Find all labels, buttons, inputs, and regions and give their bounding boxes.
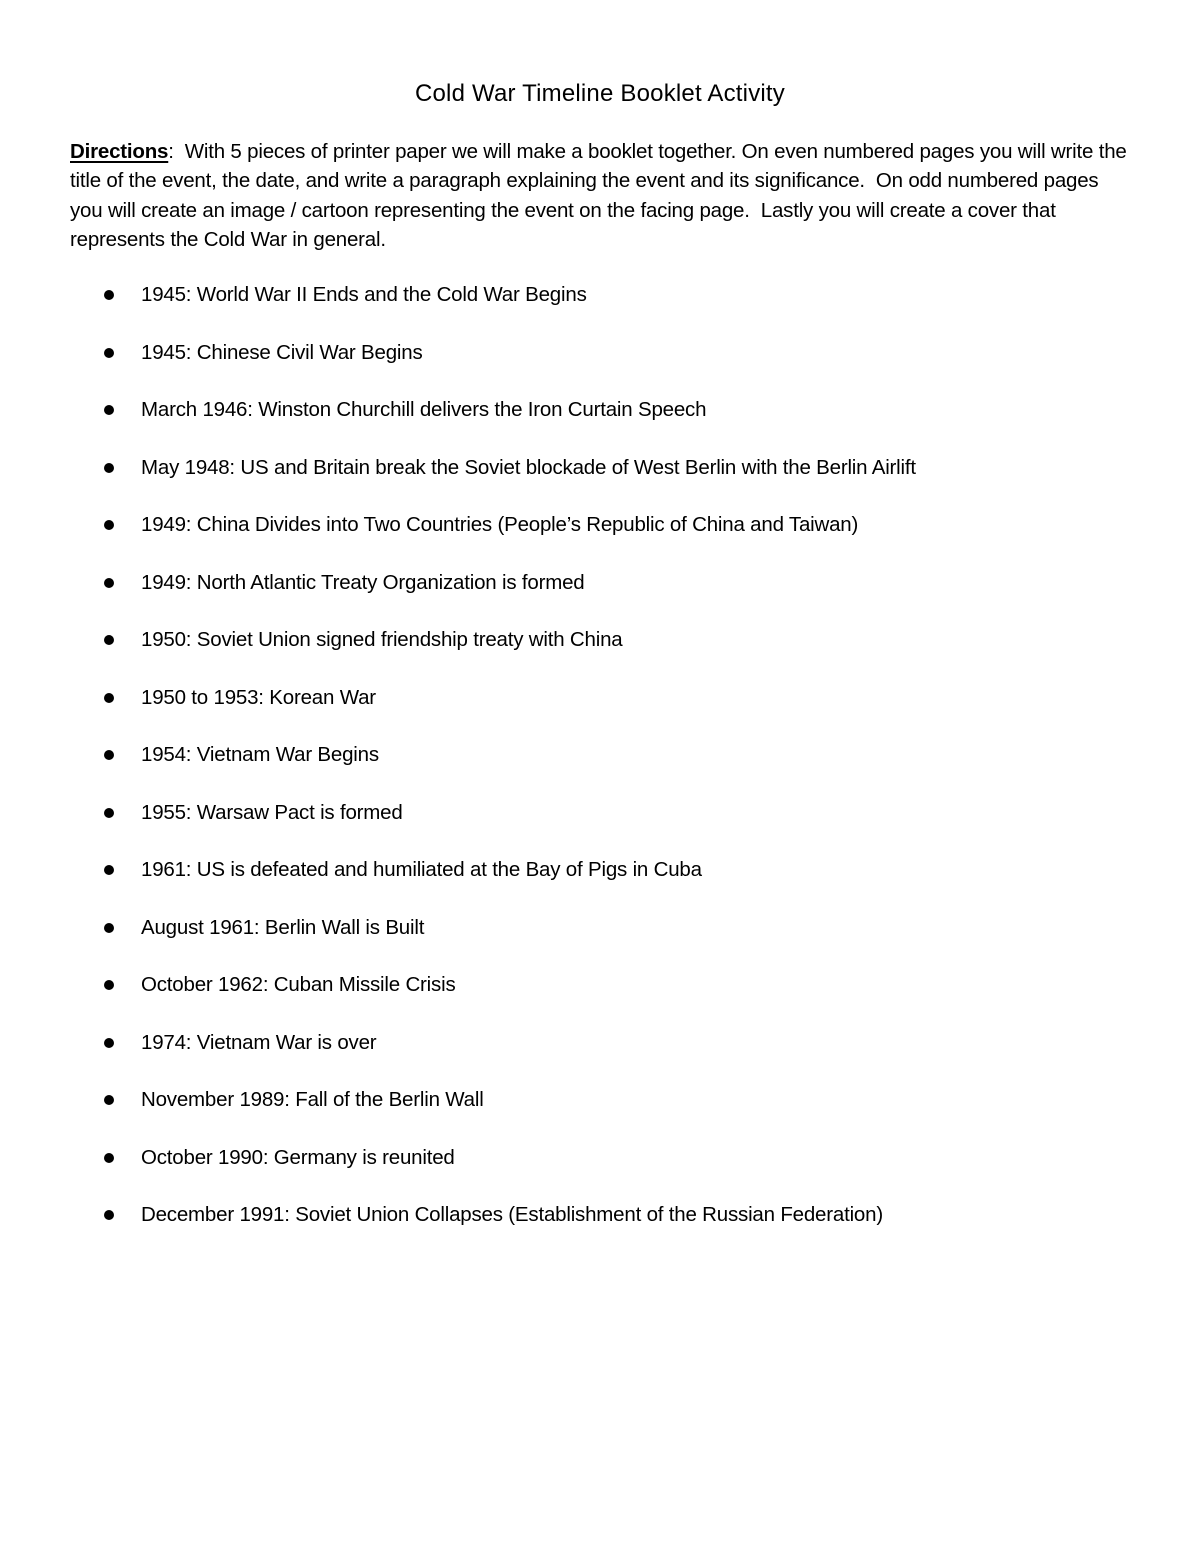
list-item [0,798,1200,856]
event-text: 1955: Warsaw Pact is formed [141,800,403,824]
list-item [0,510,1200,568]
page-title: Cold War Timeline Booklet Activity [414,80,786,107]
bullet-icon [104,348,114,358]
list-item [0,913,1200,971]
bullet-icon [104,1153,114,1163]
timeline-list [0,280,1200,1258]
bullet-icon [104,923,114,933]
bullet-icon [104,1038,114,1048]
event-text: 1950 to 1953: Korean War [141,685,376,709]
list-item [0,855,1200,913]
list-item [0,683,1200,741]
list-item [0,453,1200,511]
event-text: 1945: World War II Ends and the Cold War Begins [141,283,587,306]
bullet-icon [104,405,114,415]
event-text: 1945: Chinese Civil War Begins [141,340,423,364]
list-item [0,568,1200,626]
event-text: October 1962: Cuban Missile Crisis [141,973,456,996]
list-item [0,338,1200,396]
list-item [0,1200,1200,1258]
event-text: 1949: North Atlantic Treaty Organization is formed [141,570,585,594]
bullet-icon [104,808,114,818]
bullet-icon [104,865,114,875]
bullet-icon [104,578,114,588]
event-text: August 1961: Berlin Wall is Built [141,915,425,939]
event-text: 1954: Vietnam War Begins [141,743,379,766]
event-text: 1961: US is defeated and humiliated at the Bay of Pigs in Cuba [141,858,702,881]
bullet-icon [104,520,114,530]
bullet-icon [104,290,114,300]
list-item [0,740,1200,798]
list-item [0,280,1200,338]
list-item [0,970,1200,1028]
event-text: 1950: Soviet Union signed friendship treaty with China [141,628,623,651]
bullet-icon [104,463,114,473]
event-text: December 1991: Soviet Union Collapses (Establishment of the Russian Federation) [141,1203,883,1226]
list-item [0,1085,1200,1143]
bullet-icon [104,750,114,760]
bullet-icon [104,693,114,703]
event-text: 1974: Vietnam War is over [141,1030,377,1054]
event-text: October 1990: Germany is reunited [141,1145,455,1169]
list-item [0,1143,1200,1201]
directions-paragraph [70,137,1132,255]
event-text: November 1989: Fall of the Berlin Wall [141,1088,484,1111]
event-text: March 1946: Winston Churchill delivers the Iron Curtain Speech [141,398,707,421]
bullet-icon [104,635,114,645]
bullet-icon [104,980,114,990]
event-text: 1949: China Divides into Two Countries (People’s Republic of China and Taiwan) [141,513,859,536]
directions-label: Directions [70,140,169,163]
directions-text: With 5 pieces of printer paper we will make a booklet together. On even numbered pages you will write the title of the event, the date, and write a paragraph explaining the event and its significance. On odd numbered pages you will create an image / cartoon representing the event on the facing page. Lastly you will create a cover that represents the Cold War in general. [70,140,1133,252]
list-item [0,1028,1200,1086]
bullet-icon [104,1095,114,1105]
list-item [0,395,1200,453]
directions-colon: : [168,140,174,163]
list-item [0,625,1200,683]
bullet-icon [104,1210,114,1220]
event-text: May 1948: US and Britain break the Soviet blockade of West Berlin with the Berlin Airlift [141,455,916,479]
